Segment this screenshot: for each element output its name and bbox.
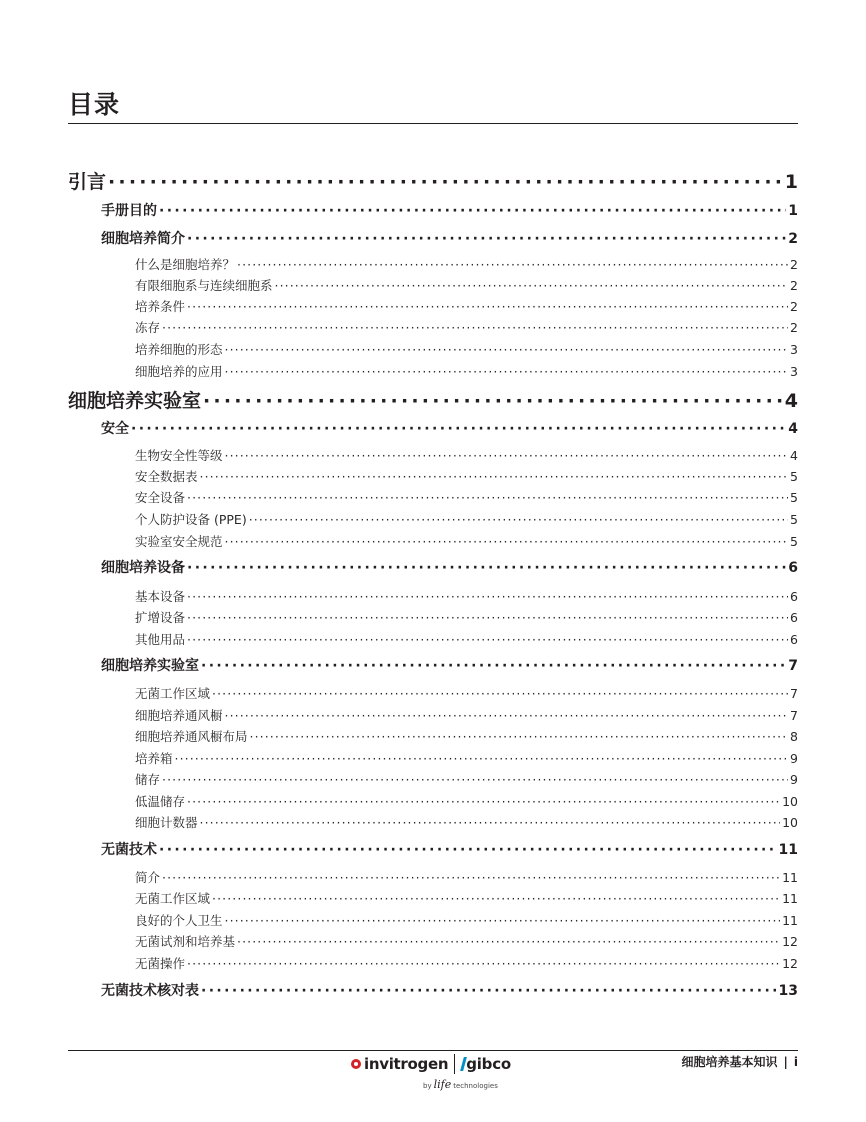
toc-entry-level-3[interactable]: [135, 362, 798, 380]
invitrogen-wordmark: invitrogen: [364, 1055, 449, 1073]
toc-leader-dots: [212, 686, 788, 701]
toc-entry-level-2[interactable]: [101, 980, 798, 1000]
toc-leader-dots: [200, 469, 789, 484]
toc-entry-level-3[interactable]: [135, 889, 798, 907]
toc-leader-dots: [187, 794, 780, 809]
toc-entry-level-3[interactable]: [135, 318, 798, 336]
toc-entry-level-3[interactable]: [135, 446, 798, 464]
toc-entry-page: 5: [790, 512, 798, 527]
toc-entry-level-3[interactable]: [135, 297, 798, 315]
toc-entry-title: 细胞培养的应用: [135, 364, 223, 379]
toc-entry-title: 无菌工作区域: [135, 891, 211, 906]
toc-entry-page: 12: [782, 934, 798, 949]
toc-leader-dots: [275, 278, 789, 293]
life-technologies-byline: [351, 1078, 521, 1091]
toc-entry-page: 8: [790, 729, 798, 744]
toc-entry-page: 13: [778, 983, 798, 999]
toc-entry-title: 细胞培养设备: [101, 560, 185, 576]
toc-leader-dots: [159, 842, 777, 858]
toc-entry-page: 11: [782, 891, 798, 906]
byline-by: by: [423, 1082, 432, 1090]
toc-leader-dots: [201, 983, 777, 999]
toc-entry-level-1[interactable]: [68, 386, 798, 413]
toc-leader-dots: [201, 658, 786, 674]
toc-leader-dots: [225, 364, 789, 379]
toc-entry-level-3[interactable]: [135, 932, 798, 950]
toc-entry-page: 6: [790, 589, 798, 604]
toc-entry-level-2[interactable]: [101, 655, 798, 675]
toc-leader-dots: [225, 913, 781, 928]
invitrogen-logo-icon: [351, 1059, 361, 1069]
toc-leader-dots: [187, 231, 786, 247]
toc-entry-page: 9: [790, 751, 798, 766]
toc-entry-title: 其他用品: [135, 632, 186, 647]
toc-entry-level-3[interactable]: [135, 684, 798, 702]
toc-leader-dots: [225, 534, 789, 549]
footer-page-number: i: [793, 1055, 798, 1069]
toc-leader-dots: [131, 421, 786, 437]
toc-leader-dots: [212, 891, 780, 906]
toc-leader-dots: [187, 490, 788, 505]
toc-entry-title: 生物安全性等级: [135, 448, 223, 463]
toc-entry-level-3[interactable]: [135, 706, 798, 724]
toc-entry-title: 低温储存: [135, 794, 186, 809]
toc-entry-level-2[interactable]: [101, 418, 798, 438]
toc-entry-page: 7: [790, 686, 798, 701]
toc-entry-title: 培养条件: [135, 299, 186, 314]
toc-entry-title: 安全数据表: [135, 469, 198, 484]
toc-entry-page: 11: [782, 870, 798, 885]
toc-entry-title: 无菌技术: [101, 842, 157, 858]
toc-entry-page: 4: [788, 421, 798, 437]
toc-entry-page: 3: [790, 342, 798, 357]
toc-entry-page: 3: [790, 364, 798, 379]
toc-entry-page: 2: [790, 320, 798, 335]
toc-entry-level-3[interactable]: [135, 510, 798, 528]
footer-doc-title: 细胞培养基本知识: [681, 1055, 778, 1069]
byline-technologies: technologies: [453, 1082, 498, 1090]
toc-entry-level-1[interactable]: [68, 167, 798, 194]
toc-entry-title: 无菌操作: [135, 956, 186, 971]
page-title: 目录: [68, 90, 121, 119]
toc-entry-title: 细胞计数器: [135, 815, 198, 830]
toc-entry-level-3[interactable]: [135, 488, 798, 506]
footer-page-info: [681, 1053, 798, 1070]
toc-leader-dots: [225, 342, 789, 357]
toc-entry-page: 2: [790, 278, 798, 293]
toc-entry-title: 细胞培养实验室: [101, 658, 199, 674]
toc-entry-level-3[interactable]: [135, 340, 798, 358]
gibco-wordmark: gibco: [466, 1055, 512, 1073]
toc-entry-title: 细胞培养简介: [101, 231, 185, 247]
toc-leader-dots: [250, 729, 789, 744]
toc-entry-page: 2: [790, 299, 798, 314]
toc-leader-dots: [108, 171, 783, 193]
toc-entry-page: 2: [790, 257, 798, 272]
toc-entry-page: 7: [788, 658, 798, 674]
toc-entry-level-3[interactable]: [135, 813, 798, 831]
toc-entry-title: 储存: [135, 772, 161, 787]
toc-entry-page: 5: [790, 534, 798, 549]
toc-entry-title: 细胞培养实验室: [68, 390, 202, 412]
toc-entry-title: 无菌技术核对表: [101, 983, 199, 999]
toc-entry-page: 1: [788, 203, 798, 219]
toc-leader-dots: [162, 870, 780, 885]
toc-entry-level-3[interactable]: [135, 255, 798, 273]
toc-entry-title: 基本设备: [135, 589, 186, 604]
toc-entry-level-3[interactable]: [135, 911, 798, 929]
toc-entry-page: 4: [784, 390, 798, 412]
toc-leader-dots: [225, 448, 789, 463]
toc-leader-dots: [237, 934, 780, 949]
toc-entry-level-2[interactable]: [101, 839, 798, 859]
toc-entry-page: 2: [788, 231, 798, 247]
toc-entry-page: 6: [790, 610, 798, 625]
toc-entry-level-2[interactable]: [101, 557, 798, 577]
toc-entry-level-3[interactable]: [135, 749, 798, 767]
toc-entry-level-3[interactable]: [135, 954, 798, 972]
toc-entry-page: 11: [778, 842, 798, 858]
toc-entry-level-2[interactable]: [101, 200, 798, 220]
toc-leader-dots: [249, 512, 788, 527]
toc-entry-level-3[interactable]: [135, 608, 798, 626]
toc-entry-level-3[interactable]: [135, 532, 798, 550]
toc-entry-title: 实验室安全规范: [135, 534, 223, 549]
toc-entry-page: 10: [782, 794, 798, 809]
toc-entry-page: 9: [790, 772, 798, 787]
toc-leader-dots: [187, 956, 780, 971]
toc-entry-title: 手册目的: [101, 203, 157, 219]
toc-entry-page: 7: [790, 708, 798, 723]
toc-leader-dots: [159, 203, 786, 219]
toc-leader-dots: [162, 320, 788, 335]
toc-leader-dots: [203, 390, 783, 412]
toc-entry-title: 培养箱: [135, 751, 173, 766]
toc-entry-title: 细胞培养通风橱布局: [135, 729, 248, 744]
toc-entry-title: 安全: [101, 421, 129, 437]
toc-entry-page: 6: [790, 632, 798, 647]
brand-logo: [351, 1053, 521, 1098]
toc-entry-title: 细胞培养通风橱: [135, 708, 223, 723]
toc-entry-level-3[interactable]: [135, 276, 798, 294]
toc-entry-page: 5: [790, 469, 798, 484]
footer-rule: [68, 1050, 798, 1051]
logo-divider: [454, 1054, 455, 1074]
toc-entry-title: 冻存: [135, 320, 161, 335]
toc-entry-level-3[interactable]: [135, 587, 798, 605]
toc-entry-title: 引言: [68, 171, 107, 193]
toc-entry-level-3[interactable]: [135, 868, 798, 886]
toc-leader-dots: [225, 708, 789, 723]
toc-entry-page: 12: [782, 956, 798, 971]
toc-entry-page: 11: [782, 913, 798, 928]
toc-leader-dots: [187, 560, 786, 576]
toc-leader-dots: [200, 815, 781, 830]
toc-entry-page: 6: [788, 560, 798, 576]
toc-entry-title: 有限细胞系与连续细胞系: [135, 278, 273, 293]
toc-entry-title: 安全设备: [135, 490, 186, 505]
toc-entry-title: 简介: [135, 870, 161, 885]
toc-leader-dots: [187, 299, 788, 314]
toc-entry-title: 扩增设备: [135, 610, 186, 625]
toc-entry-page: 5: [790, 490, 798, 505]
toc-entry-level-3[interactable]: [135, 727, 798, 745]
toc-entry-level-3[interactable]: [135, 630, 798, 648]
byline-life: life: [433, 1078, 452, 1091]
toc-entry-title: 培养细胞的形态: [135, 342, 223, 357]
footer-separator: |: [783, 1055, 788, 1069]
toc-leader-dots: [187, 632, 788, 647]
toc-entry-level-3[interactable]: [135, 792, 798, 810]
toc-leader-dots: [187, 610, 788, 625]
toc-entry-level-2[interactable]: [101, 228, 798, 248]
toc-leader-dots: [162, 772, 788, 787]
toc-leader-dots: [175, 751, 789, 766]
toc-entry-page: 1: [784, 171, 798, 193]
toc-leader-dots: [237, 257, 788, 272]
toc-entry-title: 什么是细胞培养？: [135, 257, 236, 272]
toc-entry-title: 良好的个人卫生: [135, 913, 223, 928]
toc-entry-page: 4: [790, 448, 798, 463]
toc-entry-title: 个人防护设备 (PPE): [135, 512, 247, 527]
toc-entry-level-3[interactable]: [135, 770, 798, 788]
toc-entry-page: 10: [782, 815, 798, 830]
toc-entry-title: 无菌试剂和培养基: [135, 934, 236, 949]
toc-entry-title: 无菌工作区域: [135, 686, 211, 701]
toc-entry-level-3[interactable]: [135, 467, 798, 485]
toc-leader-dots: [187, 589, 788, 604]
